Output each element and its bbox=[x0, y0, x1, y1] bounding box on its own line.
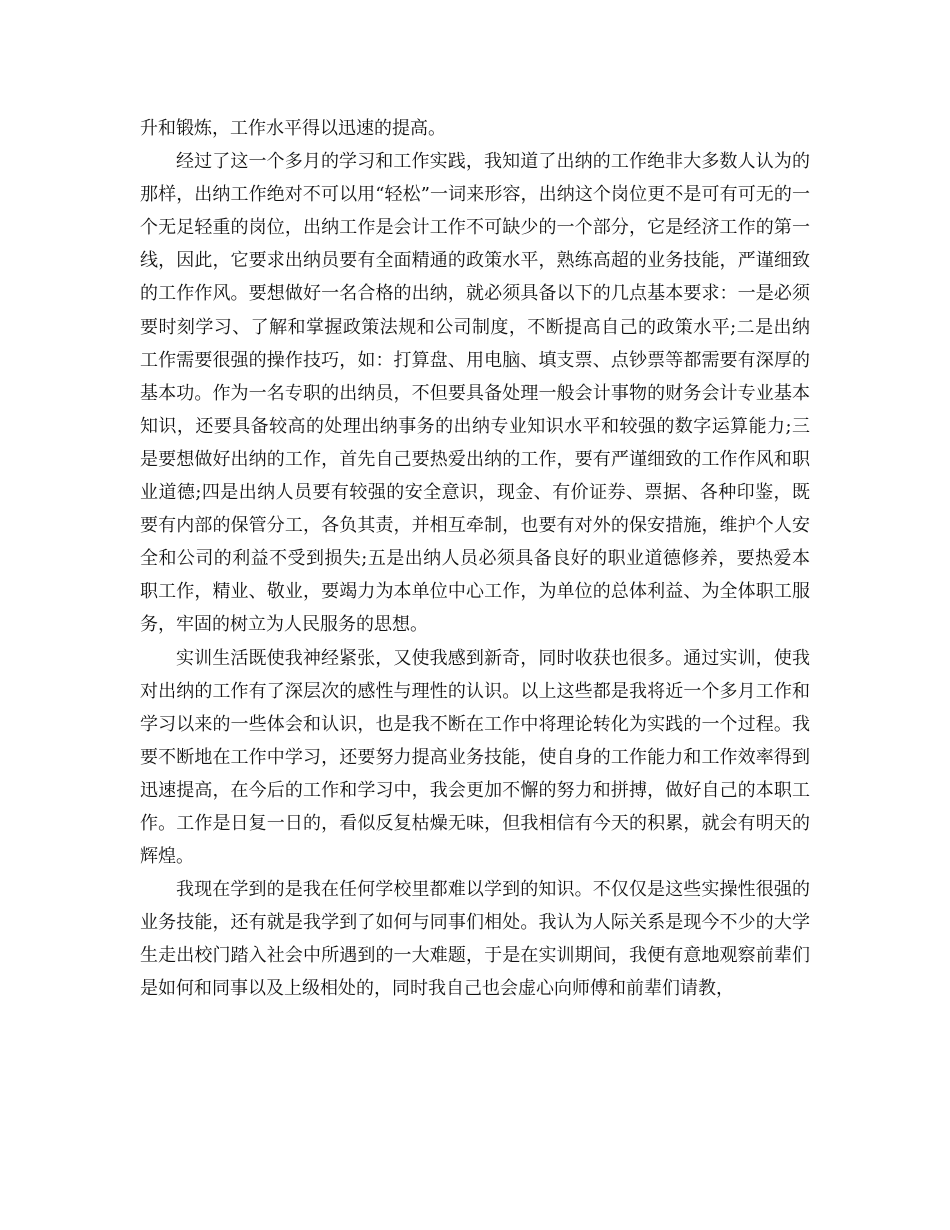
document-page bbox=[140, 112, 810, 1006]
paragraph-cashier-requirements: 经过了这一个多月的学习和工作实践，我知道了出纳的工作绝非大多数人认为的那样，出纳工作绝对不可以用“轻松”一词来形容，出纳这个岗位更不是可有可无的一个无足轻重的岗位，出纳工作是会计工作不可缺少的一个部分，它是经济工作的第一线，因此，它要求出纳员要有全面精通的政策水平，熟练高超的业务技能，严谨细致的工作作风。要想做好一名合格的出纳，就必须具备以下的几点基本要求：一是必须要时刻学习、了解和掌握政策法规和公司制度，不断提高自己的政策水平;二是出纳工作需要很强的操作技巧，如：打算盘、用电脑、填支票、点钞票等都需要有深厚的基本功。作为一名专职的出纳员，不但要具备处理一般会计事物的财务会计专业基本知识，还要具备较高的处理出纳事务的出纳专业知识水平和较强的数字运算能力;三是要想做好出纳的工作，首先自己要热爱出纳的工作，要有严谨细致的工作作风和职业道德;四是出纳人员要有较强的安全意识，现金、有价证券、票据、各种印鉴，既要有内部的保管分工，各负其责，并相互牵制，也要有对外的保安措施，维护个人安全和公司的利益不受到损失;五是出纳人员必须具备良好的职业道德修养，要热爱本职工作，精业、敬业，要竭力为本单位中心工作，为单位的总体利益、为全体职工服务，牢固的树立为人民服务的思想。 bbox=[140, 151, 810, 636]
paragraph-continuation: 升和锻炼，工作水平得以迅速的提高。 bbox=[140, 118, 446, 139]
paragraph-training-reflection: 实训生活既使我神经紧张，又使我感到新奇，同时收获也很多。通过实训，使我对出纳的工作有了深层次的感性与理性的认识。以上这些都是我将近一个多月工作和学习以来的一些体会和认识，也是我不断在工作中将理论转化为实践的一个过程。我要不断地在工作中学习，还要努力提高业务技能，使自身的工作能力和工作效率得到迅速提高，在今后的工作和学习中，我会更加不懈的努力和拼搏，做好自己的本职工作。工作是日复一日的，看似反复枯燥无味，但我相信有今天的积累，就会有明天的辉煌。 bbox=[140, 647, 810, 868]
paragraph-interpersonal: 我现在学到的是我在任何学校里都难以学到的知识。不仅仅是这些实操性很强的业务技能，还有就是我学到了如何与同事们相处。我认为人际关系是现今不少的大学生走出校门踏入社会中所遇到的一大难题，于是在实训期间，我便有意地观察前辈们是如何和同事以及上级相处的，同时我自己也会虚心向师傅和前辈们请教， bbox=[140, 879, 810, 1000]
